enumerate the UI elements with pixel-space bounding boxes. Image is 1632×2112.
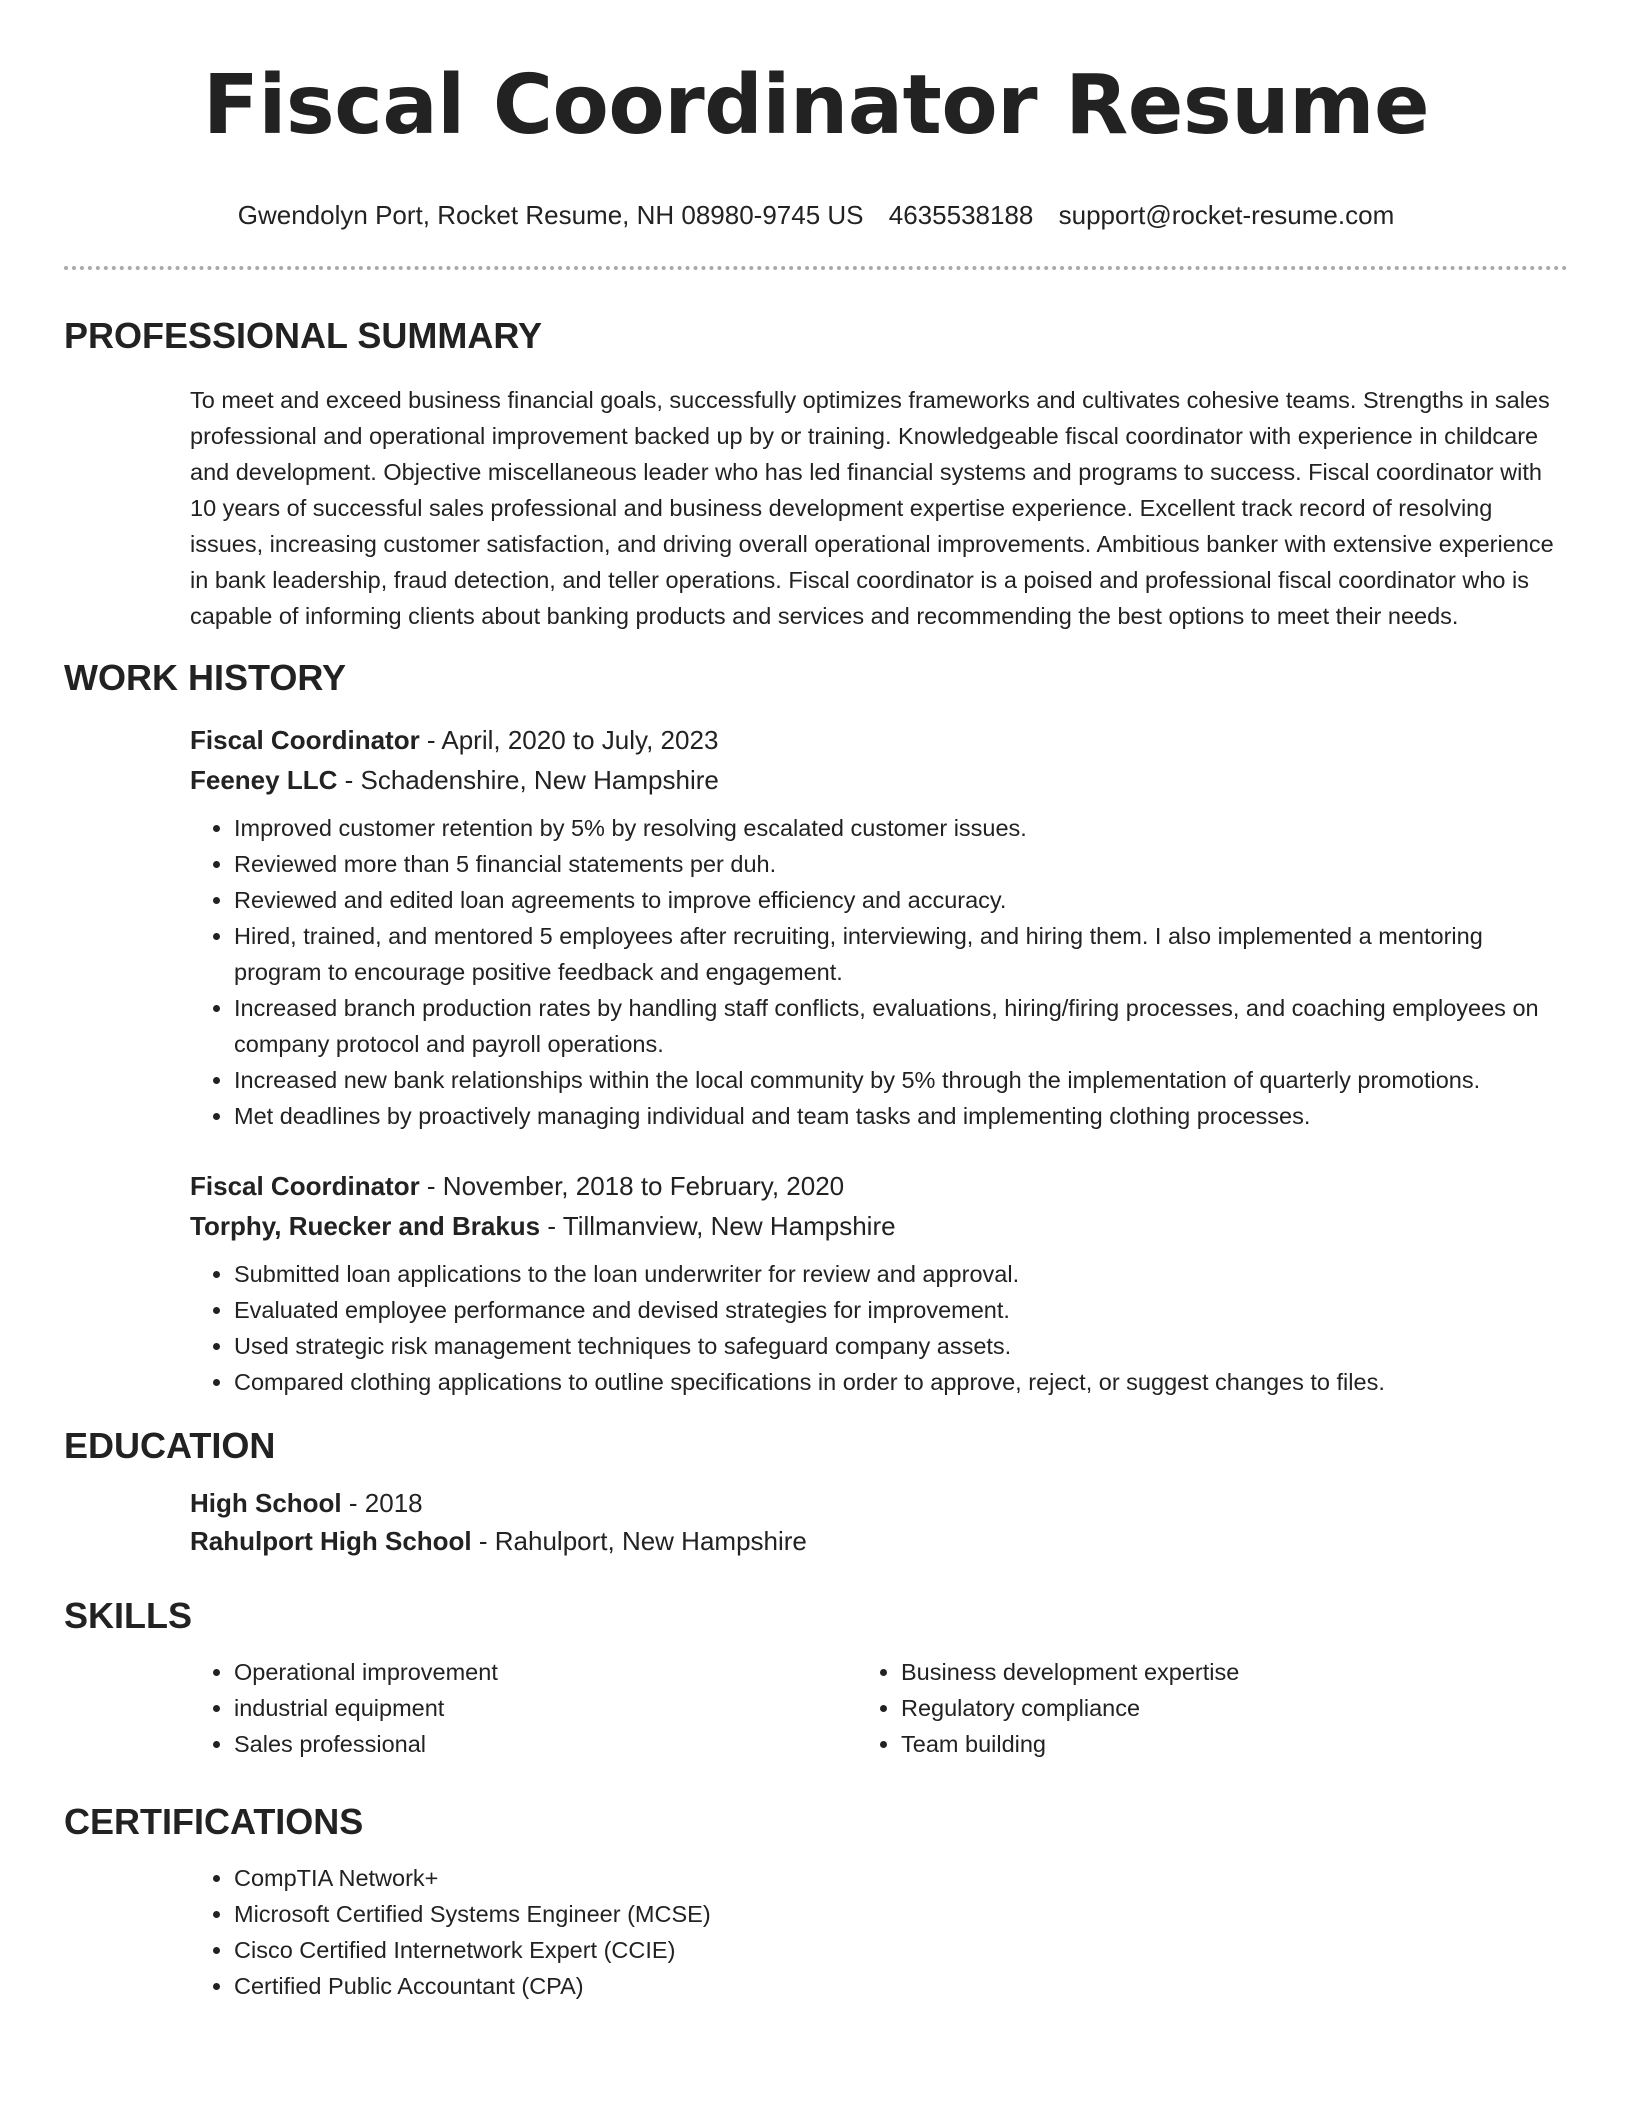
job-bullet: • Improved customer retention by 5% by resolving escalated customer issues. [234, 810, 1568, 846]
certification-item: • Microsoft Certified Systems Engineer (MCSE) [234, 1896, 1568, 1932]
education-degree: High School [190, 1488, 342, 1518]
education-location: - Rahulport, New Hampshire [471, 1526, 807, 1556]
job-entry [190, 720, 1568, 1134]
education-school: Rahulport High School [190, 1526, 472, 1556]
skills-list-left [64, 1654, 901, 1762]
certification-item: • Cisco Certified Internetwork Expert (CCIE) [234, 1932, 1568, 1968]
skill-item: • Operational improvement [234, 1654, 901, 1690]
job-bullet: • Increased new bank relationships within the local community by 5% through the implementation of quarterly promotions. [234, 1062, 1568, 1098]
skill-item: • Regulatory compliance [901, 1690, 1568, 1726]
job-bullet: • Used strategic risk management techniques to safeguard company assets. [234, 1328, 1568, 1364]
skill-item: • Sales professional [234, 1726, 901, 1762]
skills-grid [64, 1654, 1568, 1762]
skills-heading: SKILLS [64, 1595, 193, 1636]
education-degree-line [190, 1484, 1568, 1522]
job-dates: - April, 2020 to July, 2023 [419, 725, 719, 755]
skill-item: • Business development expertise [901, 1654, 1568, 1690]
skills-list-right [901, 1654, 1568, 1762]
resume-title: Fiscal Coordinator Resume [202, 58, 1430, 153]
work-history-heading: WORK HISTORY [64, 657, 347, 698]
job-bullets [64, 1256, 1568, 1400]
certifications-heading: CERTIFICATIONS [64, 1801, 364, 1842]
certification-item: • Certified Public Accountant (CPA) [234, 1968, 1568, 2004]
job-location: - Schadenshire, New Hampshire [337, 765, 719, 795]
header-divider [64, 266, 1568, 270]
job-bullet: • Reviewed and edited loan agreements to improve efficiency and accuracy. [234, 882, 1568, 918]
job-company: Torphy, Ruecker and Brakus [190, 1211, 541, 1241]
job-company-line [190, 760, 1568, 800]
job-bullet: • Evaluated employee performance and devised strategies for improvement. [234, 1292, 1568, 1328]
job-dates: - November, 2018 to February, 2020 [419, 1171, 845, 1201]
job-company: Feeney LLC [190, 765, 338, 795]
contact-phone: 4635538188 [888, 200, 1034, 230]
job-bullet: • Submitted loan applications to the loan underwriter for review and approval. [234, 1256, 1568, 1292]
job-bullet: • Hired, trained, and mentored 5 employees after recruiting, interviewing, and hiring them. I also implemented a mentoring program to encourage positive feedback and engagement. [234, 918, 1568, 990]
education-year: - 2018 [341, 1488, 423, 1518]
job-bullet: • Increased branch production rates by handling staff conflicts, evaluations, hiring/firing processes, and coaching employees on company protocol and payroll operations. [234, 990, 1568, 1062]
certification-item: • CompTIA Network+ [234, 1860, 1568, 1896]
education-school-line [190, 1522, 1568, 1560]
job-entry [190, 1166, 1568, 1400]
job-title: Fiscal Coordinator [190, 1171, 420, 1201]
contact-address: Gwendolyn Port, Rocket Resume, NH 08980-9745 US [237, 200, 864, 230]
certifications-list [64, 1860, 1568, 2004]
skill-item: • industrial equipment [234, 1690, 901, 1726]
summary-heading: PROFESSIONAL SUMMARY [64, 315, 543, 356]
job-bullet: • Compared clothing applications to outline specifications in order to approve, reject, or suggest changes to files. [234, 1364, 1568, 1400]
skill-item: • Team building [901, 1726, 1568, 1762]
job-bullets [64, 810, 1568, 1134]
summary-text: To meet and exceed business financial goals, successfully optimizes frameworks and cultivates cohesive teams. Strengths in sales professional and operational improvement backed up by or training. Knowledgeable fiscal coordinator with experience in childcare and development. Objective miscellaneous leader who has led financial systems and programs to success. Fiscal coordinator with 10 years of successful sales professional and business development expertise experience. Excellent track record of resolving issues, increasing customer satisfaction, and driving overall operational improvements. Ambitious banker with extensive experience in bank leadership, fraud detection, and teller operations. Fiscal coordinator is a poised and professional fiscal coordinator who is capable of informing clients about banking products and services and recommending the best options to meet their needs. [190, 387, 1554, 629]
contact-email: support@rocket-resume.com [1058, 200, 1395, 230]
education-heading: EDUCATION [64, 1425, 276, 1466]
job-bullet: • Met deadlines by proactively managing individual and team tasks and implementing clothing processes. [234, 1098, 1568, 1134]
job-title-line [190, 1166, 1568, 1206]
job-title: Fiscal Coordinator [190, 725, 420, 755]
job-location: - Tillmanview, New Hampshire [540, 1211, 896, 1241]
job-bullet: • Reviewed more than 5 financial statements per duh. [234, 846, 1568, 882]
contact-line [64, 198, 1568, 232]
job-company-line [190, 1206, 1568, 1246]
job-title-line [190, 720, 1568, 760]
education-entry [190, 1484, 1568, 1560]
